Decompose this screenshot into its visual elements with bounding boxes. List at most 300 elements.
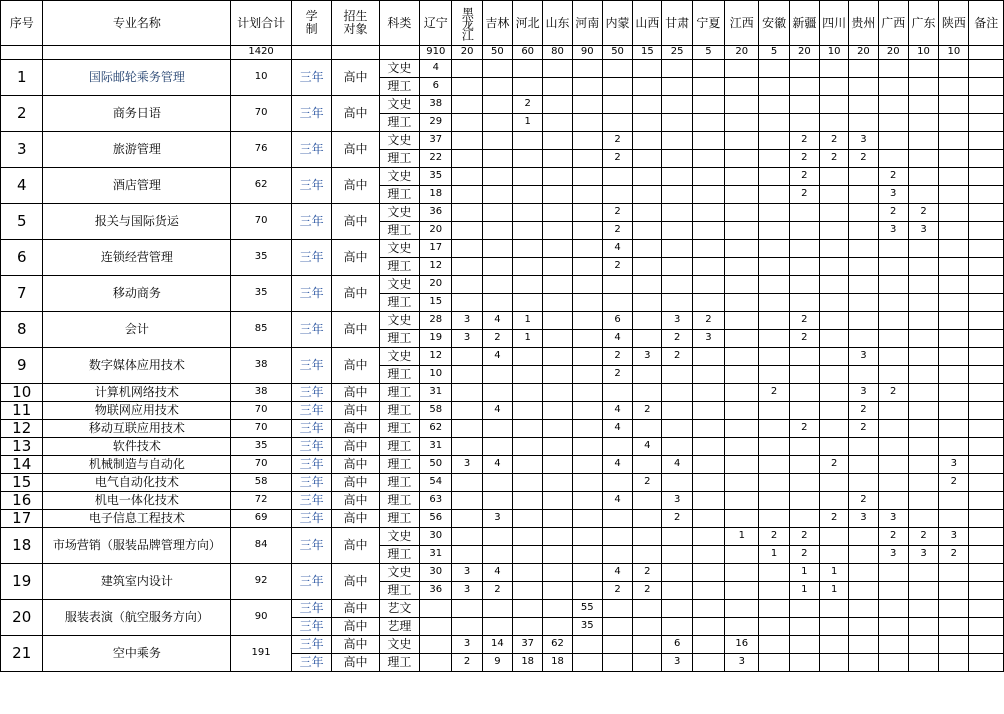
major-name-cell: 商务日语 (43, 96, 231, 132)
target-cell: 高中 (332, 402, 379, 420)
quota-cell: 3 (452, 312, 482, 330)
quota-cell (572, 96, 602, 114)
quota-cell (878, 600, 908, 618)
plan-total-cell: 70 (231, 204, 292, 240)
quota-cell (759, 222, 789, 240)
quota-cell: 10 (420, 366, 452, 384)
quota-cell (513, 204, 543, 222)
remark-cell (969, 582, 1004, 600)
quota-cell (849, 204, 878, 222)
quota-cell (820, 114, 849, 132)
quota-cell: 3 (849, 348, 878, 366)
quota-cell: 15 (420, 294, 452, 312)
quota-cell (789, 276, 819, 294)
quota-cell (513, 60, 543, 78)
quota-cell (849, 330, 878, 348)
quota-cell (543, 294, 572, 312)
remark-cell (969, 420, 1004, 438)
quota-cell (725, 96, 759, 114)
quota-cell: 2 (692, 312, 724, 330)
quota-cell: 38 (420, 96, 452, 114)
target-cell: 高中 (332, 456, 379, 474)
quota-cell (849, 618, 878, 636)
quota-cell (820, 204, 849, 222)
major-name-cell: 旅游管理 (43, 132, 231, 168)
quota-cell: 2 (789, 186, 819, 204)
remark-cell (969, 546, 1004, 564)
remark-cell (969, 438, 1004, 456)
quota-cell (543, 150, 572, 168)
quota-cell (939, 420, 969, 438)
quota-cell (908, 150, 938, 168)
major-name-cell: 建筑室内设计 (43, 564, 231, 600)
quota-cell: 2 (602, 348, 632, 366)
quota-cell (908, 654, 938, 672)
quota-cell (692, 582, 724, 600)
quota-cell: 2 (908, 204, 938, 222)
quota-cell (725, 384, 759, 402)
quota-cell (543, 258, 572, 276)
quota-cell: 3 (482, 510, 512, 528)
total-blank (379, 46, 419, 60)
target-cell: 高中 (332, 600, 379, 618)
province-total: 5 (759, 46, 789, 60)
quota-cell (820, 60, 849, 78)
quota-cell (725, 330, 759, 348)
quota-cell (820, 654, 849, 672)
quota-cell: 16 (725, 636, 759, 654)
quota-cell (939, 132, 969, 150)
quota-cell: 2 (789, 150, 819, 168)
remark-cell (969, 384, 1004, 402)
category-cell: 理工 (379, 366, 419, 384)
quota-cell (725, 168, 759, 186)
quota-cell (725, 294, 759, 312)
quota-cell (602, 114, 632, 132)
quota-cell (452, 366, 482, 384)
quota-cell: 2 (878, 204, 908, 222)
quota-cell (543, 384, 572, 402)
quota-cell (878, 474, 908, 492)
quota-cell (878, 276, 908, 294)
quota-cell (572, 294, 602, 312)
header-major: 专业名称 (43, 1, 231, 46)
quota-cell (543, 168, 572, 186)
quota-cell (692, 402, 724, 420)
quota-cell (789, 600, 819, 618)
quota-cell (878, 636, 908, 654)
quota-cell (513, 258, 543, 276)
quota-cell: 29 (420, 114, 452, 132)
serial-cell: 4 (1, 168, 43, 204)
major-name-cell: 会计 (43, 312, 231, 348)
quota-cell (939, 168, 969, 186)
major-name-cell: 酒店管理 (43, 168, 231, 204)
header-province: 内蒙 (602, 1, 632, 46)
quota-cell (662, 582, 692, 600)
quota-cell (633, 600, 662, 618)
quota-cell (572, 636, 602, 654)
quota-cell: 2 (878, 384, 908, 402)
quota-cell (878, 582, 908, 600)
quota-cell (633, 60, 662, 78)
quota-cell (572, 186, 602, 204)
remark-cell (969, 60, 1004, 78)
quota-cell: 2 (939, 546, 969, 564)
quota-cell (908, 384, 938, 402)
quota-cell: 2 (789, 546, 819, 564)
grand-total: 1420 (231, 46, 292, 60)
quota-cell: 3 (939, 456, 969, 474)
duration-cell: 三年 (291, 600, 331, 618)
quota-cell (513, 528, 543, 546)
quota-cell (692, 168, 724, 186)
header-province: 河北 (513, 1, 543, 46)
quota-cell (692, 60, 724, 78)
quota-cell (572, 492, 602, 510)
category-cell: 理工 (379, 78, 419, 96)
quota-cell (820, 78, 849, 96)
quota-cell (820, 402, 849, 420)
quota-cell: 12 (420, 348, 452, 366)
quota-cell (908, 366, 938, 384)
quota-cell (849, 294, 878, 312)
quota-cell: 3 (452, 582, 482, 600)
category-cell: 文史 (379, 168, 419, 186)
quota-cell (662, 366, 692, 384)
quota-cell (692, 78, 724, 96)
quota-cell (908, 474, 938, 492)
quota-cell (789, 456, 819, 474)
quota-cell (602, 294, 632, 312)
quota-cell (939, 78, 969, 96)
table-row (1, 312, 1004, 330)
quota-cell (759, 510, 789, 528)
remark-cell (969, 366, 1004, 384)
category-cell: 理工 (379, 546, 419, 564)
quota-cell (513, 618, 543, 636)
quota-cell: 2 (633, 402, 662, 420)
quota-cell (725, 78, 759, 96)
remark-cell (969, 618, 1004, 636)
quota-cell (692, 204, 724, 222)
quota-cell (633, 384, 662, 402)
quota-cell (878, 366, 908, 384)
quota-cell (633, 330, 662, 348)
quota-cell (725, 240, 759, 258)
quota-cell (452, 240, 482, 258)
quota-cell (692, 456, 724, 474)
quota-cell (572, 564, 602, 582)
quota-cell (452, 420, 482, 438)
quota-cell (662, 528, 692, 546)
quota-cell (662, 474, 692, 492)
quota-cell: 2 (662, 330, 692, 348)
quota-cell (908, 294, 938, 312)
quota-cell (789, 348, 819, 366)
plan-total-cell: 191 (231, 636, 292, 672)
quota-cell (662, 420, 692, 438)
quota-cell: 31 (420, 438, 452, 456)
header-category: 科类 (379, 1, 419, 46)
header-province: 山西 (633, 1, 662, 46)
quota-cell (692, 564, 724, 582)
quota-cell (662, 258, 692, 276)
quota-cell (482, 240, 512, 258)
header-province: 甘肃 (662, 1, 692, 46)
quota-cell (820, 492, 849, 510)
quota-cell (939, 384, 969, 402)
quota-cell (908, 438, 938, 456)
quota-cell: 3 (849, 384, 878, 402)
quota-cell (820, 222, 849, 240)
quota-cell (513, 348, 543, 366)
plan-total-cell: 58 (231, 474, 292, 492)
quota-cell: 4 (482, 348, 512, 366)
quota-cell (543, 474, 572, 492)
quota-cell (878, 78, 908, 96)
plan-total-cell: 69 (231, 510, 292, 528)
quota-cell (513, 402, 543, 420)
quota-cell (452, 150, 482, 168)
target-cell: 高中 (332, 636, 379, 654)
table-row (1, 402, 1004, 420)
quota-cell: 2 (602, 204, 632, 222)
quota-cell (543, 366, 572, 384)
header-total: 计划合计 (231, 1, 292, 46)
quota-cell: 2 (662, 348, 692, 366)
serial-cell: 2 (1, 96, 43, 132)
quota-cell (482, 618, 512, 636)
province-total: 50 (482, 46, 512, 60)
target-cell: 高中 (332, 96, 379, 132)
table-row (1, 528, 1004, 546)
quota-cell (513, 492, 543, 510)
quota-cell (543, 492, 572, 510)
target-cell: 高中 (332, 384, 379, 402)
remark-cell (969, 132, 1004, 150)
quota-cell (692, 222, 724, 240)
category-cell: 文史 (379, 276, 419, 294)
quota-cell: 2 (820, 510, 849, 528)
quota-cell (602, 78, 632, 96)
quota-cell: 3 (939, 528, 969, 546)
quota-cell: 2 (789, 528, 819, 546)
quota-cell (662, 600, 692, 618)
province-total: 10 (939, 46, 969, 60)
quota-cell (908, 402, 938, 420)
quota-cell (759, 330, 789, 348)
remark-cell (969, 168, 1004, 186)
quota-cell (725, 186, 759, 204)
table-row (1, 240, 1004, 258)
quota-cell (482, 96, 512, 114)
major-name-cell: 市场营销（服装品牌管理方向） (43, 528, 231, 564)
quota-cell (633, 618, 662, 636)
plan-total-cell: 38 (231, 348, 292, 384)
quota-cell: 3 (878, 186, 908, 204)
quota-cell (759, 474, 789, 492)
target-cell: 高中 (332, 510, 379, 528)
quota-cell (572, 114, 602, 132)
quota-cell (939, 222, 969, 240)
duration-cell: 三年 (291, 474, 331, 492)
quota-cell: 35 (420, 168, 452, 186)
quota-cell (939, 96, 969, 114)
quota-cell (939, 366, 969, 384)
quota-cell (725, 348, 759, 366)
quota-cell (789, 366, 819, 384)
header-province: 宁夏 (692, 1, 724, 46)
quota-cell (878, 618, 908, 636)
quota-cell (908, 330, 938, 348)
quota-cell (820, 258, 849, 276)
quota-cell (759, 348, 789, 366)
plan-total-cell: 35 (231, 240, 292, 276)
serial-cell: 7 (1, 276, 43, 312)
duration-cell: 三年 (291, 618, 331, 636)
quota-cell (513, 366, 543, 384)
category-cell: 理工 (379, 258, 419, 276)
quota-cell (692, 276, 724, 294)
quota-cell: 14 (482, 636, 512, 654)
quota-cell: 2 (849, 402, 878, 420)
quota-cell: 2 (662, 510, 692, 528)
quota-cell (789, 402, 819, 420)
remark-cell (969, 492, 1004, 510)
quota-cell: 50 (420, 456, 452, 474)
quota-cell (849, 312, 878, 330)
quota-cell (482, 276, 512, 294)
plan-total-cell: 76 (231, 132, 292, 168)
quota-cell (908, 564, 938, 582)
quota-cell (602, 438, 632, 456)
quota-cell (878, 294, 908, 312)
quota-cell (482, 366, 512, 384)
quota-cell: 2 (759, 384, 789, 402)
quota-cell (908, 240, 938, 258)
quota-cell (633, 636, 662, 654)
quota-cell (543, 546, 572, 564)
quota-cell (543, 618, 572, 636)
quota-cell (572, 312, 602, 330)
quota-cell (939, 564, 969, 582)
quota-cell (878, 312, 908, 330)
quota-cell: 2 (602, 366, 632, 384)
category-cell: 理工 (379, 456, 419, 474)
quota-cell (878, 132, 908, 150)
quota-cell: 3 (908, 546, 938, 564)
quota-cell (662, 438, 692, 456)
quota-cell (849, 636, 878, 654)
quota-cell (878, 330, 908, 348)
quota-cell (820, 384, 849, 402)
totals-row (1, 46, 1004, 60)
quota-cell (692, 438, 724, 456)
quota-cell (820, 528, 849, 546)
quota-cell (908, 168, 938, 186)
quota-cell (908, 78, 938, 96)
quota-cell (633, 294, 662, 312)
table-row (1, 456, 1004, 474)
quota-cell (725, 564, 759, 582)
category-cell: 理工 (379, 420, 419, 438)
duration-cell: 三年 (291, 312, 331, 348)
quota-cell: 2 (602, 150, 632, 168)
major-name-cell: 国际邮轮乘务管理 (43, 60, 231, 96)
major-name-cell: 机械制造与自动化 (43, 456, 231, 474)
plan-total-cell: 90 (231, 600, 292, 636)
quota-cell: 4 (602, 564, 632, 582)
quota-cell (543, 78, 572, 96)
category-cell: 理工 (379, 186, 419, 204)
remark-cell (969, 114, 1004, 132)
quota-cell (543, 96, 572, 114)
quota-cell (878, 654, 908, 672)
quota-cell (789, 60, 819, 78)
quota-cell (662, 618, 692, 636)
quota-cell: 4 (602, 492, 632, 510)
quota-cell: 2 (789, 168, 819, 186)
quota-cell (452, 600, 482, 618)
quota-cell (908, 420, 938, 438)
quota-cell (513, 78, 543, 96)
header-province: 黑龙江 (452, 1, 482, 46)
quota-cell (820, 546, 849, 564)
duration-cell: 三年 (291, 456, 331, 474)
quota-cell (602, 654, 632, 672)
serial-cell: 10 (1, 384, 43, 402)
category-cell: 理工 (379, 294, 419, 312)
duration-cell: 三年 (291, 60, 331, 96)
quota-cell (939, 150, 969, 168)
quota-cell (513, 240, 543, 258)
quota-cell (759, 258, 789, 276)
quota-cell: 31 (420, 546, 452, 564)
quota-cell (572, 510, 602, 528)
plan-total-cell: 10 (231, 60, 292, 96)
serial-cell: 13 (1, 438, 43, 456)
quota-cell: 1 (513, 114, 543, 132)
quota-cell: 4 (602, 240, 632, 258)
header-province: 广西 (878, 1, 908, 46)
quota-cell (452, 618, 482, 636)
quota-cell: 3 (662, 312, 692, 330)
remark-cell (969, 474, 1004, 492)
quota-cell (820, 600, 849, 618)
serial-cell: 9 (1, 348, 43, 384)
quota-cell (725, 132, 759, 150)
quota-cell (572, 420, 602, 438)
quota-cell (602, 510, 632, 528)
category-cell: 文史 (379, 240, 419, 258)
quota-cell (820, 474, 849, 492)
quota-cell (602, 168, 632, 186)
quota-cell (452, 348, 482, 366)
quota-cell (759, 150, 789, 168)
category-cell: 理工 (379, 654, 419, 672)
quota-cell (572, 60, 602, 78)
quota-cell (725, 204, 759, 222)
quota-cell (908, 114, 938, 132)
remark-cell (969, 78, 1004, 96)
quota-cell: 1 (789, 582, 819, 600)
quota-cell (759, 96, 789, 114)
quota-cell (572, 132, 602, 150)
quota-cell (908, 186, 938, 204)
duration-cell: 三年 (291, 528, 331, 564)
quota-cell: 18 (543, 654, 572, 672)
